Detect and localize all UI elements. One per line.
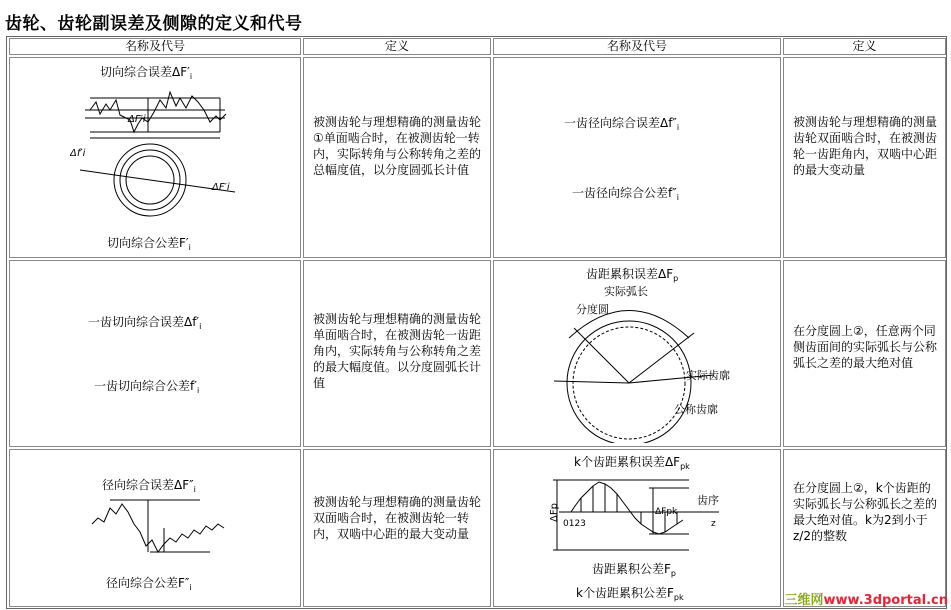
row3-name-left xyxy=(9,449,301,607)
label-k-pitch-tolerance: k个齿距累积公差$F_{pk}$ xyxy=(576,586,684,602)
fig-label-dfi-small: Δf′i xyxy=(70,148,86,159)
k-pitch-figure xyxy=(549,470,729,554)
tangential-error-figure xyxy=(70,80,250,220)
fig-label-seq: 齿序 xyxy=(697,494,719,507)
page-title: 齿轮、齿轮副误差及侧隙的定义和代号 xyxy=(5,14,303,34)
header-name-right: 名称及代号 xyxy=(493,38,781,55)
row1-name-left xyxy=(9,57,301,258)
label-pitch-tolerance: 齿距累积公差$F_p$ xyxy=(592,562,676,578)
fig-label-nominal: 公称齿廓 xyxy=(674,403,718,416)
label-k-pitch-error: k个齿距累积误差$\Delta F_{pk}$ xyxy=(574,455,690,471)
fig-label-actual: 实际齿廓 xyxy=(686,369,730,382)
row2-name-right xyxy=(493,260,781,447)
row3-definition-left: 被测齿轮与理想精确的测量齿轮双面啮合时，在被测齿轮一转内，双啮中心距的最大变动量 xyxy=(303,449,491,607)
label-tangential-error: 切向综合误差$\Delta F'_i$ xyxy=(100,65,193,81)
row2-definition-left: 被测齿轮与理想精确的测量齿轮单面啮合时，在被测齿轮一齿距角内，实际转角与公称转角之差的最大幅度值。以分度圆弧长计值 xyxy=(303,260,491,447)
label-single-tangential-tolerance: 一齿切向综合公差$f'_i$ xyxy=(94,379,200,395)
row3-definition-right: 在分度圆上②，k个齿距的实际弧长与公称弧长之差的最大绝对值。k为2到小于z/2的整数 xyxy=(783,449,946,607)
header-name-left: 名称及代号 xyxy=(9,38,301,55)
row2-name-left xyxy=(9,260,301,447)
fig-label-arc: 实际弧长 xyxy=(604,285,648,298)
fig-label-dfi-2: ΔF′i xyxy=(212,182,230,193)
label-single-radial-error: 一齿径向综合误差$\Delta f''_i$ xyxy=(564,116,680,132)
label-single-tangential-error: 一齿切向综合误差$\Delta f'_i$ xyxy=(88,315,202,331)
pitch-error-figure xyxy=(544,283,744,443)
label-radial-error: 径向综合误差$\Delta F''_i$ xyxy=(102,478,196,494)
row2-definition-right: 在分度圆上②，任意两个同侧齿面间的实际弧长与公称弧长之差的最大绝对值 xyxy=(783,260,946,447)
watermark: 三维网www.3dportal.cn xyxy=(784,593,948,608)
fig-label-fp: ΔFp xyxy=(549,503,560,522)
header-def-right: 定义 xyxy=(783,38,946,55)
row3-name-right xyxy=(493,449,781,607)
fig-label-nums: 0123 xyxy=(563,519,586,529)
fig-label-z: z xyxy=(711,519,716,529)
label-radial-tolerance: 径向综合公差$F''_i$ xyxy=(106,576,192,592)
fig-label-dfi: ΔF′i xyxy=(128,114,146,125)
fig-label-fpk: ΔFpk xyxy=(655,507,678,517)
label-single-radial-tolerance: 一齿径向综合公差$f''_i$ xyxy=(572,186,679,202)
fig-label-circle: 分度圆 xyxy=(576,303,609,316)
row1-name-right xyxy=(493,57,781,258)
row1-definition-right: 被测齿轮与理想精确的测量齿轮双面啮合时，在被测齿轮一齿距角内，双啮中心距的最大变动量 xyxy=(783,57,946,258)
radial-error-figure xyxy=(90,494,230,564)
header-def-left: 定义 xyxy=(303,38,491,55)
definitions-table xyxy=(6,36,947,609)
row1-definition-left: 被测齿轮与理想精确的测量齿轮①单面啮合时，在被测齿轮一转内，实际转角与公称转角之差的总幅度值，以分度圆弧长计值 xyxy=(303,57,491,258)
label-pitch-cumulative-error: 齿距累积误差$\Delta F_p$ xyxy=(586,267,679,283)
label-tangential-tolerance: 切向综合公差$F'_i$ xyxy=(107,236,191,252)
